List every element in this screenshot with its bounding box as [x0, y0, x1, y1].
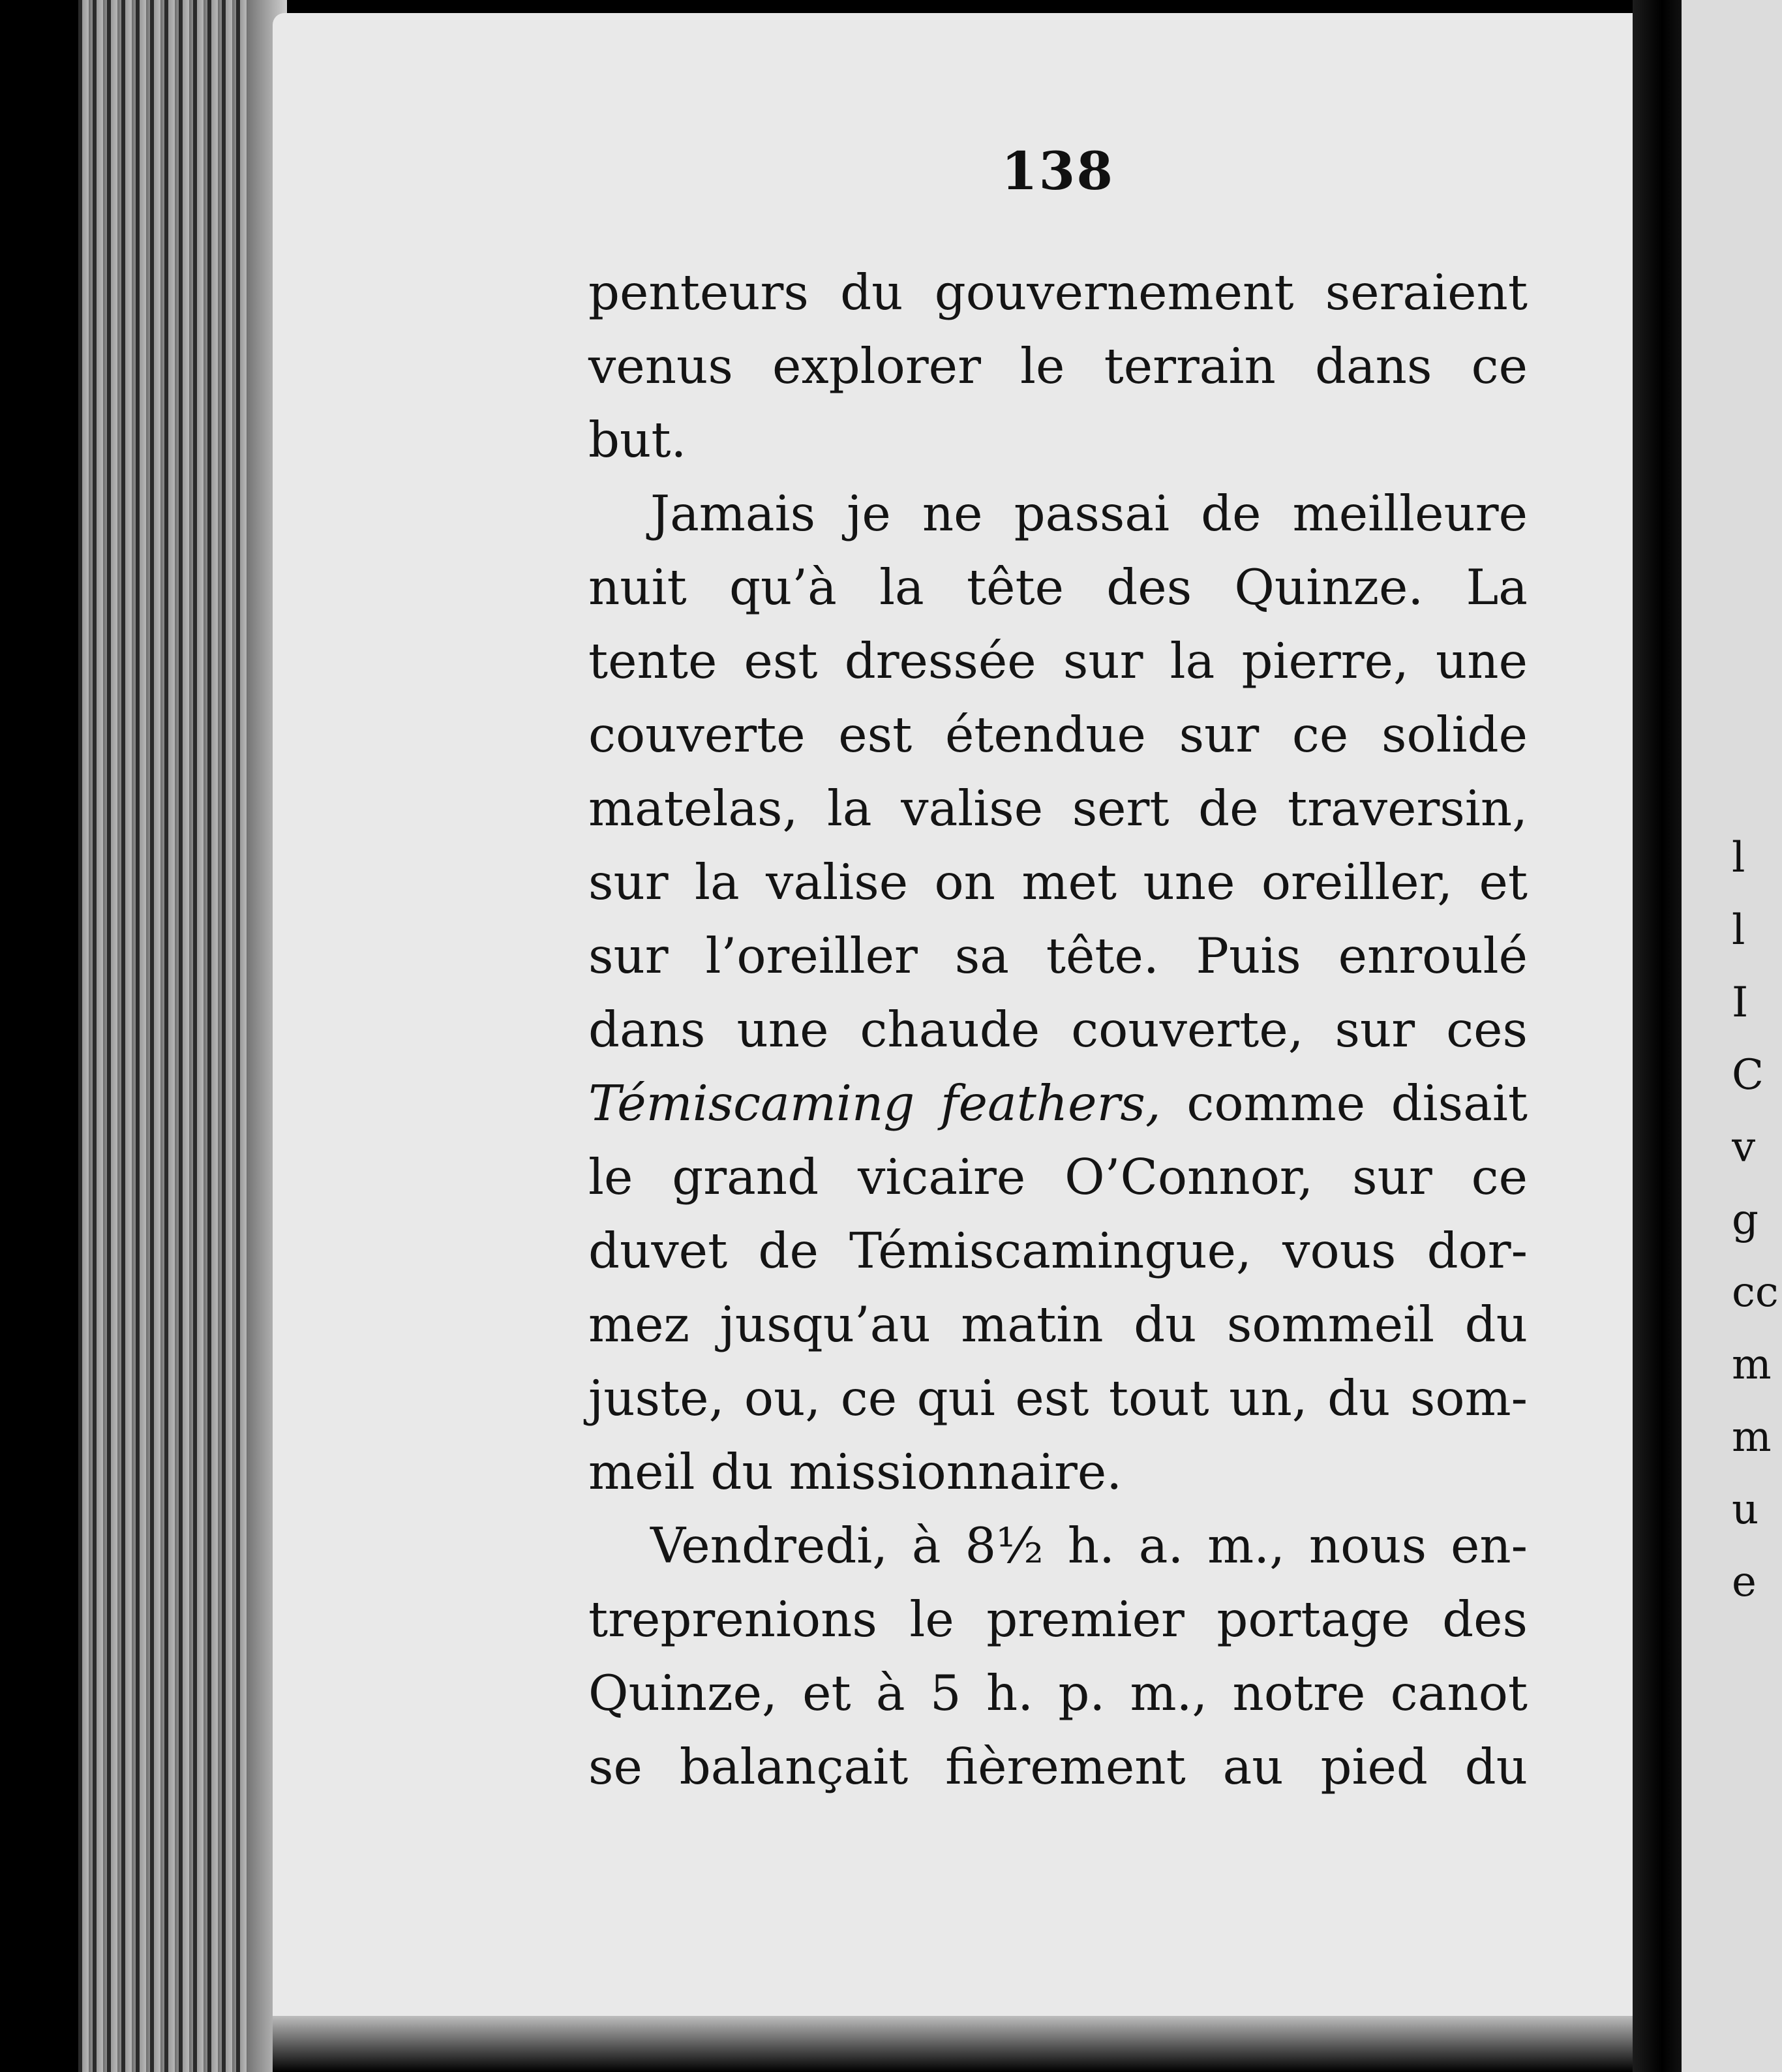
- facing-page-fragment: cc: [1732, 1268, 1779, 1317]
- text-line: Vendredi, à 8½ h. a. m., nous en-: [650, 1517, 1528, 1574]
- italic-phrase: Témiscaming feathers,: [588, 1074, 1161, 1132]
- text-line: dans une chaude couverte, sur ces: [588, 1001, 1528, 1058]
- text-line: le grand vicaire O’Connor, sur ce: [588, 1148, 1528, 1206]
- facing-page-fragment: m: [1732, 1413, 1772, 1461]
- scan-border-left: [0, 0, 78, 2072]
- text-line: nuit qu’à la tête des Quinze. La: [588, 558, 1528, 616]
- facing-page-fragment: g: [1732, 1196, 1759, 1244]
- facing-page-fragment: e: [1732, 1558, 1757, 1606]
- facing-page-fragment: I: [1732, 979, 1749, 1027]
- facing-page-fragment: l: [1732, 906, 1745, 954]
- text-line: sur l’oreiller sa tête. Puis enroulé: [588, 927, 1528, 984]
- facing-page-fragment: C: [1732, 1051, 1764, 1099]
- text-line: se balançait fièrement au pied du: [588, 1738, 1528, 1795]
- text-line: mez jusqu’au matin du sommeil du: [588, 1296, 1528, 1353]
- text-line: tente est dressée sur la pierre, une: [588, 632, 1528, 690]
- text-line: matelas, la valise sert de traversin,: [588, 780, 1528, 837]
- facing-page-fragment: u: [1732, 1485, 1759, 1534]
- text-line: but.: [588, 411, 687, 468]
- page-bottom-shadow: [273, 2016, 1633, 2072]
- text-run: comme disait: [1160, 1074, 1528, 1132]
- text-line-italic: [588, 1067, 1528, 1140]
- page-fore-edge: [78, 0, 274, 2072]
- text-line: venus explorer le terrain dans ce: [588, 337, 1528, 395]
- book-spine: [1633, 0, 1682, 2072]
- text-line: juste, ou, ce qui est tout un, du som-: [588, 1369, 1528, 1427]
- text-line: duvet de Témiscamingue, vous dor-: [588, 1222, 1528, 1279]
- facing-page-fragment: m: [1732, 1341, 1772, 1389]
- facing-page-fragment: v: [1732, 1123, 1756, 1172]
- page-number: 138: [1001, 140, 1114, 202]
- text-line: penteurs du gouvernement seraient: [588, 264, 1528, 321]
- text-line: treprenions le premier portage des: [588, 1591, 1528, 1648]
- text-line: Jamais je ne passai de meilleure: [650, 485, 1528, 542]
- text-line: couverte est étendue sur ce solide: [588, 706, 1528, 763]
- facing-page-fragment: l: [1732, 834, 1745, 882]
- facing-page-text-fragments: [1732, 822, 1782, 1619]
- body-text: [588, 256, 1528, 1804]
- text-line: meil du missionnaire.: [588, 1443, 1123, 1501]
- text-line: Quinze, et à 5 h. p. m., notre canot: [588, 1664, 1528, 1722]
- text-line: sur la valise on met une oreiller, et: [588, 853, 1528, 911]
